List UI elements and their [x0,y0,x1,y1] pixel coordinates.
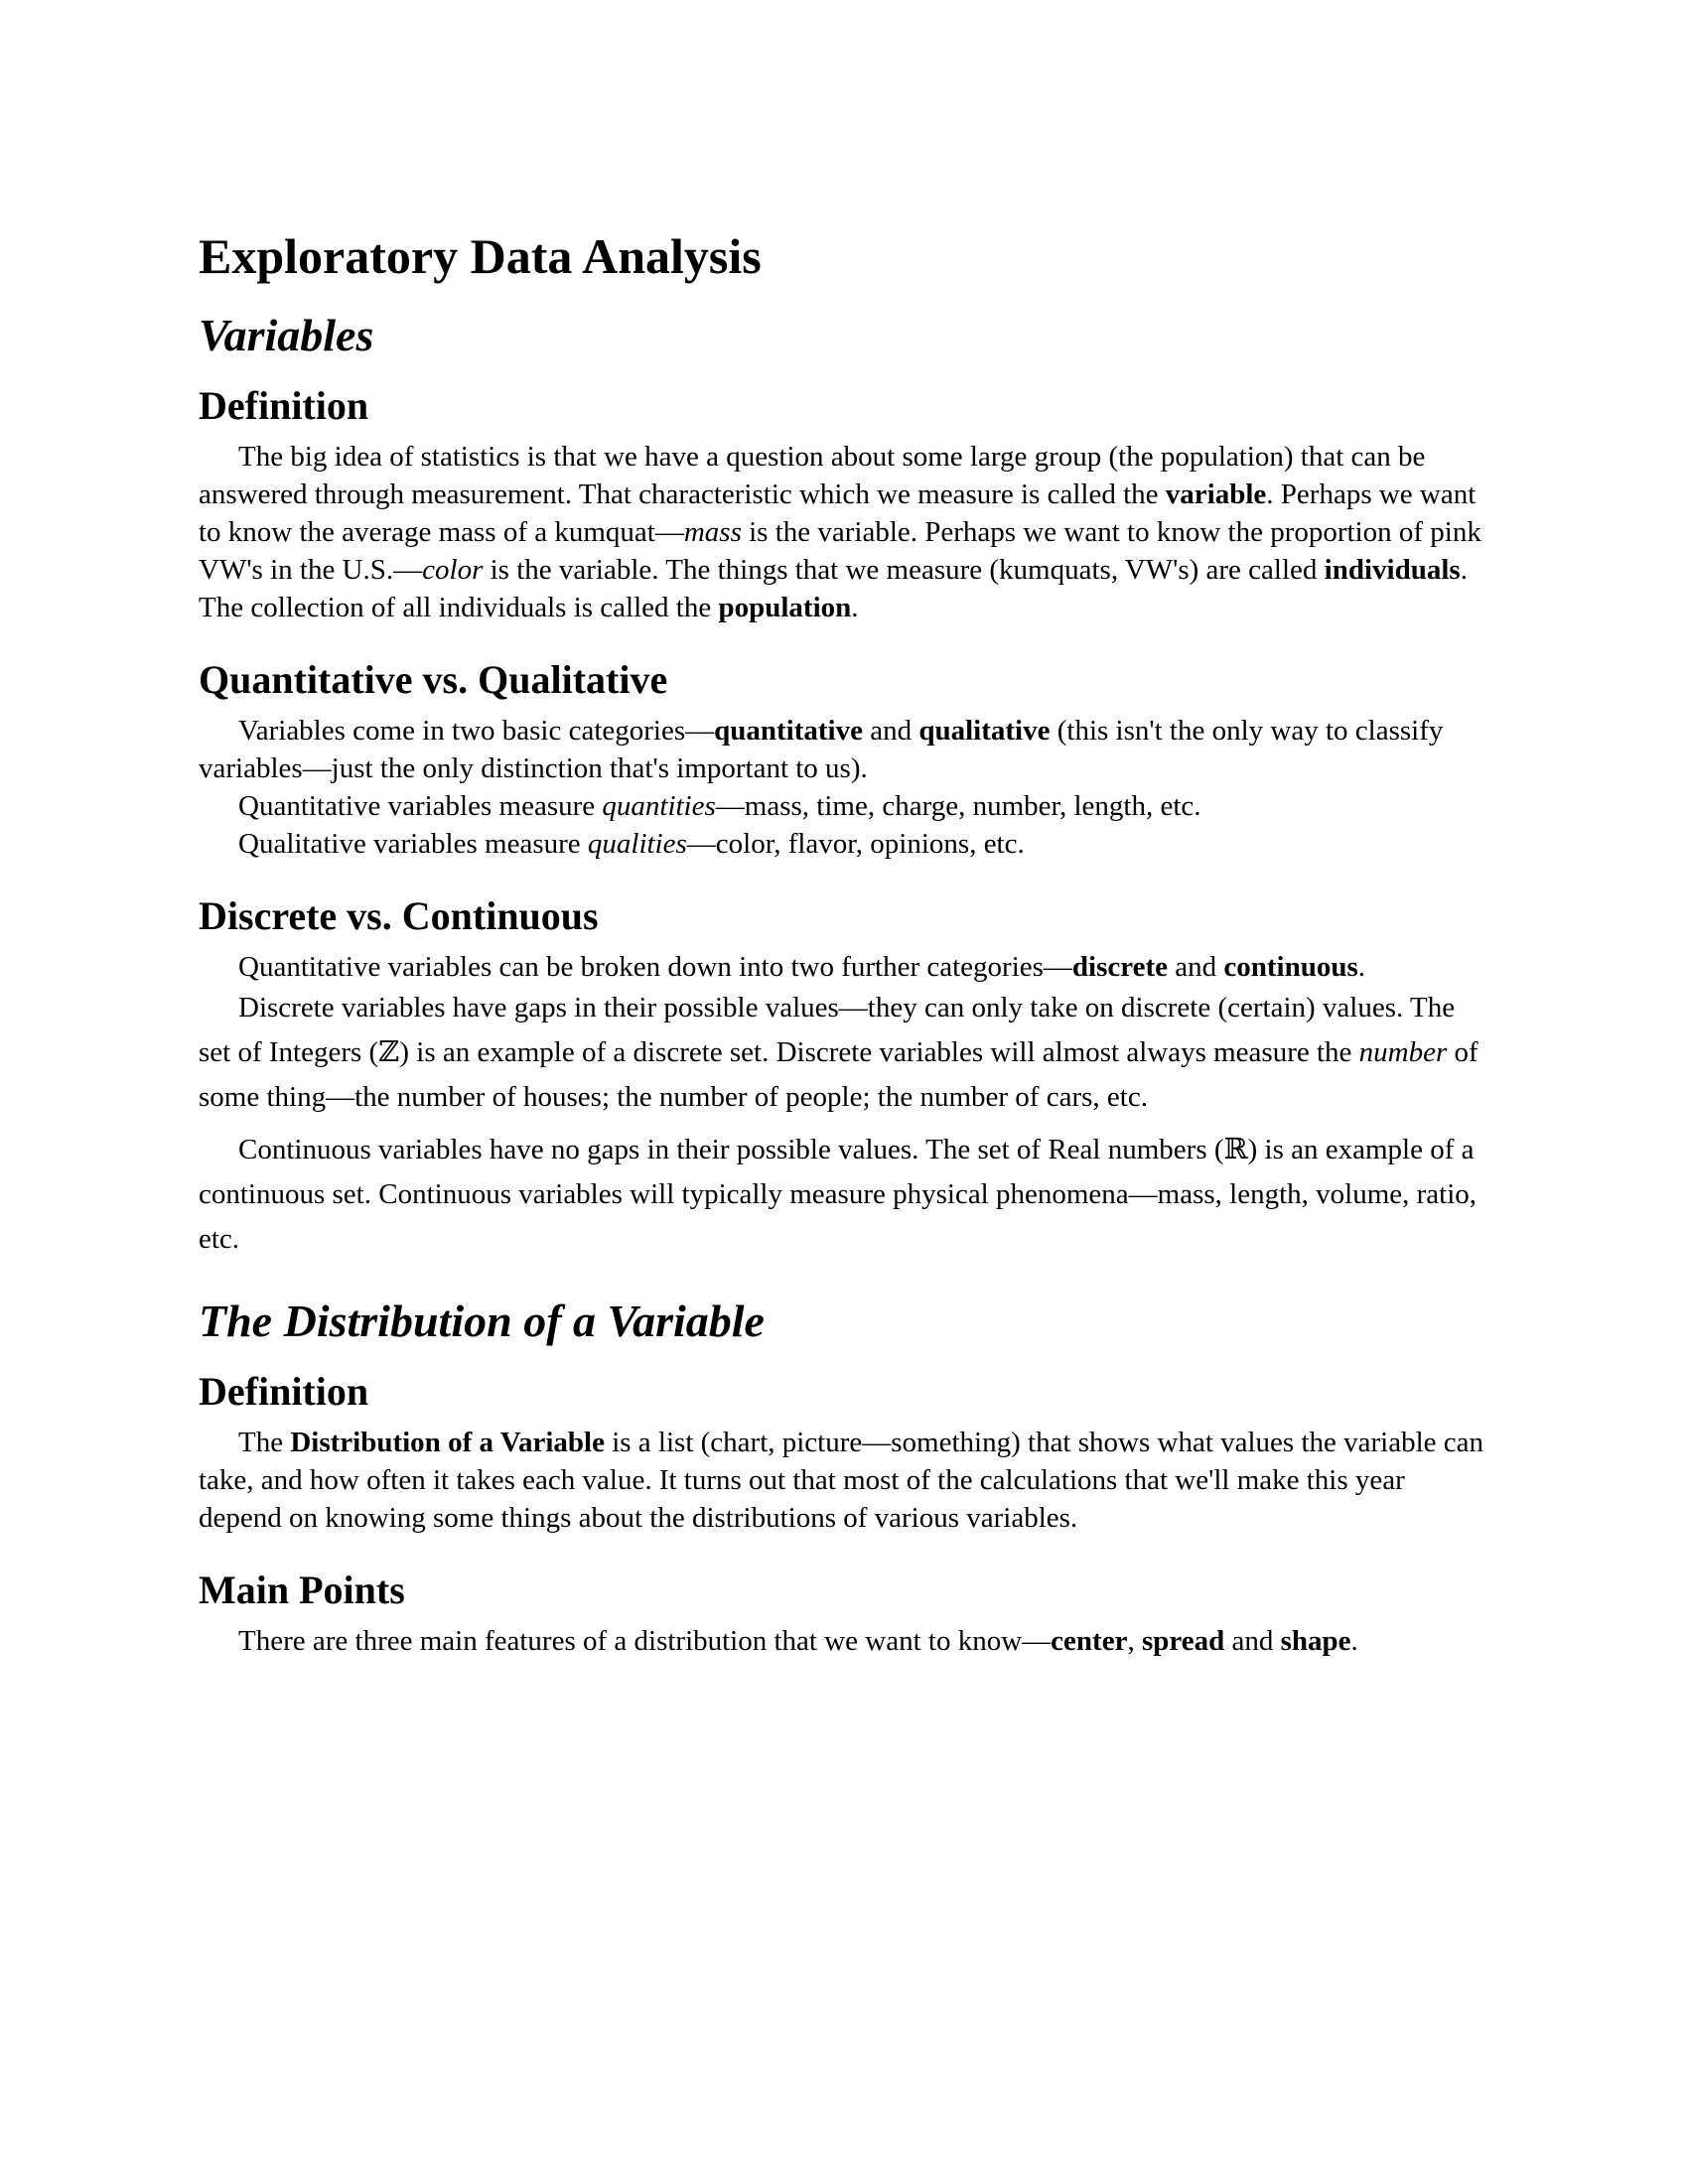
subheading-definition: Definition [199,1369,369,1415]
term-qualitative: qualitative [918,715,1051,748]
term-spread: spread [1141,1625,1225,1658]
term-quantitative: quantitative [714,715,863,748]
text-run: of some thing—the number of houses; the number of people; the number of cars, etc. [199,1036,1478,1114]
text-run: is the variable. The things that we measure (kumquats, VW's) are called [483,554,1325,587]
text-run: (this isn't the only way to classify variables—just the only distinction that's important to us). [199,715,1444,785]
discrete-paragraph [199,986,1489,1120]
emphasis-qualities: qualities [587,828,687,861]
qualitative-paragraph [199,825,1489,863]
text-run: and [862,715,919,748]
page-title: Exploratory Data Analysis [199,228,762,284]
further-categories-paragraph [199,948,1489,986]
term-shape: shape [1280,1625,1351,1658]
term-variable: variable [1165,478,1267,511]
emphasis-color: color [422,554,484,587]
subheading-discrete-continuous: Discrete vs. Continuous [199,893,599,939]
subheading-quantitative-qualitative: Quantitative vs. Qualitative [199,657,668,703]
main-points-paragraph [199,1622,1489,1660]
text-run: . The collection of all individuals is called the [199,554,1468,624]
categories-paragraph [199,712,1489,787]
text-run: . [851,592,859,624]
definition-section [199,382,1489,626]
distribution-definition-section [199,1368,1489,1537]
text-run: is the variable. Perhaps we want to know the proportion of pink VW's in the U.S.— [199,516,1481,587]
emphasis-mass: mass [683,516,742,549]
distribution-definition-paragraph [199,1424,1489,1537]
text-run: and [1168,951,1224,984]
emphasis-number: number [1358,1036,1448,1069]
text-run: The big idea of statistics is that we have a question about some large group (the population) that can be answered through measurement. That characteristic which we measure is called the [199,441,1426,511]
text-run: Quantitative variables can be broken down into two further categories— [238,951,1072,984]
text-run: The [238,1427,291,1459]
term-continuous: continuous [1223,951,1358,984]
section-heading-variables: Variables [199,310,374,360]
continuous-paragraph: Continuous variables have no gaps in their possible values. The set of Real numbers (ℝ) is an example of a continuous set. Continuous variables will typically measure physical phenomena—mass, length, volume, ratio, etc. [199,1134,1477,1256]
discrete-continuous-section [199,892,1489,1262]
term-population: population [718,592,852,624]
emphasis-quantities: quantities [602,790,716,823]
main-points-section [199,1567,1489,1660]
definition-paragraph [199,438,1489,626]
term-distribution-of-a-variable: Distribution of a Variable [290,1427,605,1459]
text-run: Qualitative variables measure [238,828,588,861]
term-individuals: individuals [1324,554,1461,587]
text-run: . [1357,951,1366,984]
subheading-main-points: Main Points [199,1568,405,1613]
text-run: Quantitative variables measure [238,790,603,823]
quantitative-qualitative-section [199,656,1489,863]
text-run: . [1350,1625,1358,1658]
text-run: is a list (chart, picture—something) that shows what values the variable can take, and how often it takes each value. It turns out that most of the calculations that we'll make this year depend on knowing some things about the distributions of various variables. [199,1427,1484,1535]
text-run: , [1127,1625,1142,1658]
text-run: —color, flavor, opinions, etc. [686,828,1025,861]
text-run: Discrete variables have gaps in their possible values—they can only take on discrete (certain) values. The set of Integers (ℤ) is an example of a discrete set. Discrete variables will almost always measure the [199,992,1456,1069]
text-run: Variables come in two basic categories— [238,715,715,748]
text-run: and [1224,1625,1281,1658]
term-discrete: discrete [1071,951,1169,984]
quantitative-paragraph [199,787,1489,825]
text-run: . Perhaps we want to know the average mass of a kumquat— [199,478,1477,549]
text-run: —mass, time, charge, number, length, etc. [715,790,1201,823]
subheading-definition: Definition [199,383,369,429]
term-center: center [1051,1625,1128,1658]
section-heading-distribution: The Distribution of a Variable [199,1296,765,1347]
text-run: There are three main features of a distribution that we want to know— [238,1625,1052,1658]
